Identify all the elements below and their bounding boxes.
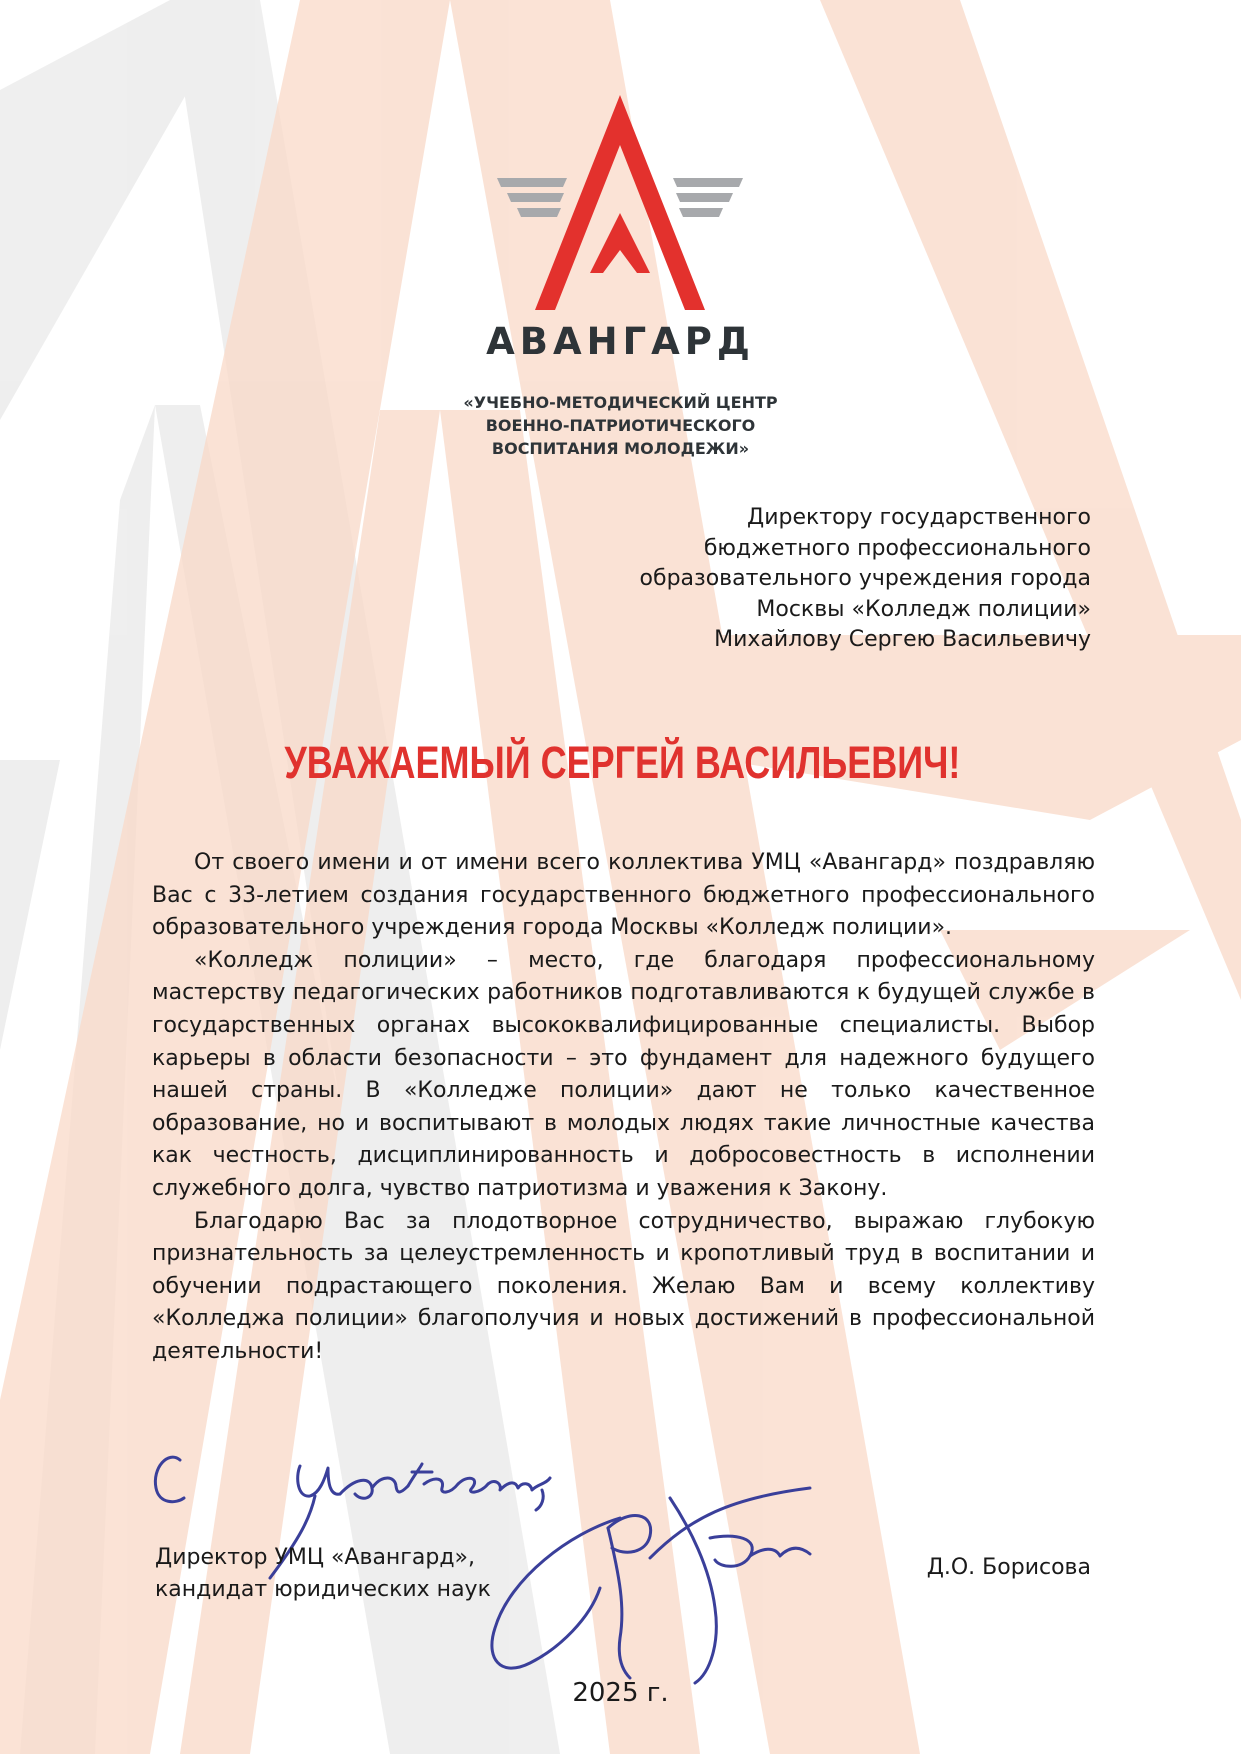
letter-year: 2025 г. bbox=[572, 1678, 669, 1708]
greeting-heading: УВАЖАЕМЫЙ СЕРГЕЙ ВАСИЛЬЕВИЧ! bbox=[284, 737, 961, 788]
position-line: Директор УМЦ «Авангард», bbox=[155, 1545, 475, 1570]
signatory-name: Д.О. Борисова bbox=[926, 1555, 1091, 1580]
brand-name: АВАНГАРД bbox=[486, 320, 755, 363]
subtitle-line: ВОЕННО-ПАТРИОТИЧЕСКОГО bbox=[485, 416, 756, 435]
letter-body bbox=[152, 847, 1095, 1369]
addressee-block bbox=[491, 503, 1091, 656]
organization-subtitle bbox=[0, 391, 1241, 460]
avangard-logo bbox=[497, 95, 743, 315]
body-paragraph: «Колледж полиции» – место, где благодаря профессиональному мастерству педагогических работников подготавливаются к будущей службе в государственных органах высококвалифицированные специалисты. Выбор карьеры в области безопасности – это фундамент для надежного будущего нашей страны. В «Колледже полиции» дают не только качественное образование, но и воспитывают в молодых людях такие личностные качества как честность, дисциплинированность и добросовестность в исполнении служебного долга, чувство патриотизма и уважения к Закону. bbox=[152, 947, 1095, 1201]
subtitle-line: «УЧЕБНО-МЕТОДИЧЕСКИЙ ЦЕНТР bbox=[463, 393, 778, 412]
position-line: кандидат юридических наук bbox=[155, 1577, 491, 1602]
addressee-line: бюджетного профессионального bbox=[703, 535, 1091, 561]
logo-wings bbox=[497, 178, 743, 217]
signatory-position bbox=[155, 1542, 575, 1606]
subtitle-line: ВОСПИТАНИЯ МОЛОДЕЖИ» bbox=[491, 439, 750, 458]
logo-letter-a bbox=[535, 95, 705, 310]
addressee-line: Михайлову Сергею Васильевичу bbox=[714, 627, 1091, 652]
addressee-line: Москвы «Колледж полиции» bbox=[756, 596, 1091, 622]
body-paragraph: Благодарю Вас за плодотворное сотрудничество, выражаю глубокую признательность за целеустремленность и кропотливый труд в воспитании и обучении подрастающего поколения. Желаю Вам и всему коллективу «Колледжа полиции» благополучия и новых достижений в профессиональной деятельности! bbox=[152, 1208, 1095, 1364]
body-paragraph: От своего имени и от имени всего коллектива УМЦ «Авангард» поздравляю Вас с 33-летием создания государственного бюджетного профессионального образовательного учреждения города Москвы «Колледж полиции». bbox=[152, 850, 1095, 941]
addressee-line: Директору государственного bbox=[747, 505, 1091, 530]
addressee-line: образовательного учреждения города bbox=[639, 566, 1091, 591]
